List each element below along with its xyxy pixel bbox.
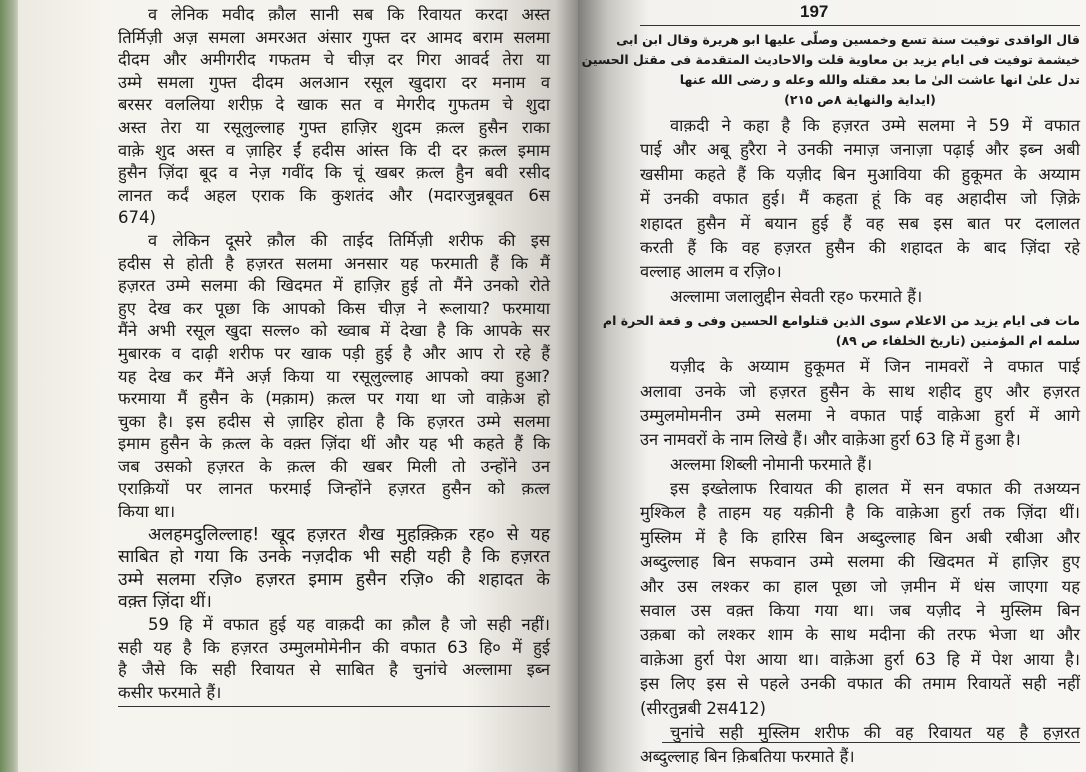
text-line: उन नामवरों के नाम लिखे हैं। और वाक़ेआ हुर्रा 63 हि में हुआ है। [640, 430, 1021, 450]
arabic-quote [602, 309, 1080, 355]
text-line: वाक़े शुद अस्त व ज़ाहिर ईं हदीस आंस्त कि दी दर क़त्ल इमाम [118, 140, 550, 160]
text-line: यज़ीद के अय्याम हुकूमत में जिन नामवरों ने वफात पाई [670, 357, 1080, 377]
text-line: एराक़ियों पर लानत फरमाई जिन्होंने हज़रत हुसैन को क़त्ल [118, 479, 550, 499]
text-line: और उस लश्कर का हाल पूछा जो ज़मीन में धंस जाएगा यह [640, 576, 1080, 596]
text-line: व लेकिन दूसरे क़ौल की ताईद तिर्मिज़ी शरीफ की इस [148, 230, 550, 250]
text-line: वाक़दी ने कहा है कि हज़रत उम्मे सलमा ने 59 में वफात [670, 116, 1080, 135]
text-line: करती हैं कि वह हज़रत हुसैन की शहादत के बाद ज़िंदा रहे [640, 237, 1080, 257]
text-line: उक़बा को लश्कर शाम के साथ मदीना की तरफ भेजा था और [640, 625, 1080, 645]
text-line: है जैसे कि सही रिवायत से साबित है चुनांचे अल्लामा इब्न [118, 660, 550, 680]
text-line: वाक़ेआ हुर्रा पेश आया था। वाक़ेआ हुर्रा 63 हि में पेश आया है। [640, 649, 1080, 669]
text-line: (सीरतुन्नबी 2स412) [640, 698, 766, 718]
right-page-text [581, 28, 1080, 770]
text-line: अलहमदुलिल्लाह! खूद हज़रत शैख मुहक़्क़िक़ रह० से यह [148, 524, 550, 545]
text-line: 674) [118, 208, 156, 228]
text-line: किया था। [118, 502, 176, 522]
arabic-citation: (ایدایة والنهایة ۸ص ۲۱۵) [784, 92, 936, 107]
right-page [578, 0, 1086, 772]
text-line: कसीर फरमाते हैं। [118, 682, 222, 702]
text-line: चुका है। इस हदीस से ज़ाहिर होता है कि हज़रत उम्मे सलमा [118, 411, 550, 431]
text-line: साबित हो गया कि उनके नज़दीक भी सही यही है कि हज़रत [118, 547, 550, 568]
text-line: मुस्लिम में है कि हारिस बिन अब्दुल्लाह बिन अबी रबीआ और [640, 527, 1080, 547]
arabic-quote [581, 28, 1080, 114]
text-line: इस लिए इस से पहले उनकी वफात की तमाम रिवायतें सही नहीं [640, 674, 1080, 694]
text-line: चुनांचे सही मुस्लिम शरीफ की वह रिवायत यह है हज़रत [670, 722, 1080, 742]
text-line: यह देख कर मैंने अर्ज़ किया या रसूलुल्लाह आपको क्या हुआ? [118, 366, 550, 386]
arabic-line: تدل علیٰ انها عاشت الیٰ ما بعد مقتله والله وعله و رضی الله عنها [679, 72, 1080, 87]
text-line: बरसर वललिया शरीफ़ दे खाक सत व मेगरीद गुफतम चे शुदा [118, 95, 550, 115]
arabic-line: خیشمة توفیت فی ایام یزید بن معاویة قلت والاحادیث المتقدمة فی مقتل الحسین [581, 52, 1080, 67]
text-line: अल्लामा जलालुद्दीन सेवती रह० फरमाते हैं। [670, 286, 923, 306]
text-line: उम्मे समला गुफ्त दीदम अलआन रसूल खुदारा दर मनाम व [118, 72, 550, 92]
text-line: हुसैन ज़िंदा बूद व नेज़ गवींद कि चूं खबर क़त्ल हुैन बवी रसीद [118, 163, 550, 183]
arabic-line: قال الواقدی توفیت سنة تسع وخمسین وصلّی علیها ابو هریرة وقال ابن ابی [616, 32, 1080, 47]
text-line: मैंने अभी रसूल खुदा सल्ल० को ख्वाब में देखा है कि आपके सर [118, 321, 550, 341]
right-page-bottom-rule [662, 742, 1080, 743]
text-line: व लेनिक मवीद क़ौल सानी सब कि रिवायत करदा अस्त [148, 5, 550, 24]
text-line: फरमाया मैं हुसैन के (मक़ाम) क़त्ल पर गया था जो वाक़ेअ हो [118, 389, 550, 409]
header-rule [640, 25, 1080, 26]
text-line: इस इख्तेलाफ रिवायत की हालत में सन वफात की तअय्यन [670, 479, 1080, 499]
text-line: इमाम हुसैन के क़त्ल के वक़्त ज़िंदा थीं और यह भी कहते हैं कि [118, 434, 550, 454]
left-page-text [118, 4, 550, 704]
text-line: 59 हि में वफात हुई यह वाक़दी का क़ौल है जो सही नहीं। [148, 615, 550, 635]
text-line: दीदम और अमीगरीद गफतम चे चीज़ दर गिरा आवर्द तेरा या [118, 50, 550, 70]
page-number: 197 [800, 2, 829, 21]
text-line: जब उसको हज़रत के क़त्ल की खबर मिली तो उन्होंने उन [118, 456, 550, 476]
text-line: अलावा उनके जो हज़रत हुसैन के साथ शहीद हुए और हज़रत [640, 381, 1080, 401]
text-line: मुबारक व दाढ़ी शरीफ पर खाक पड़ी हुई है और आप रो रहे हैं [118, 343, 550, 363]
text-line: हज़रत उम्मे सलमा की खिदमत में हाज़िर हुई तो मैंने उनको रोते [118, 276, 550, 296]
text-line: सही यह है कि हज़रत उम्मुलमोमेनीन की वफात 63 हि० में हुई [118, 637, 550, 657]
text-line: लानत कर्दं अहल एराक कि कुशतंद और (मदारजुन्नबूवत 6स [118, 185, 550, 205]
text-line: हदीस से होती है हज़रत सलमा अनसार यह फरमाती हैं कि मैं [118, 253, 550, 273]
text-line: वक़्त ज़िंदा थीं। [118, 592, 212, 613]
left-page [18, 0, 578, 772]
text-line: हुए देख कर पूछा कि आपको किस चीज़ ने रूलाया? फरमाया [118, 298, 550, 318]
text-line: अस्त तेरा या रसूलुल्लाह गुफ्त हाज़िर शुदम क़त्ल हुसैन राका [118, 117, 550, 137]
text-line: तिर्मिज़ी अज़ समला अमरअत अंसार गुफ्त दर आमद बराम सलमा [118, 27, 550, 47]
arabic-line: سلمه ام المؤمنین (تاریخ الخلفاء ص ۸۹) [835, 333, 1080, 349]
text-line: अल्लमा शिब्ली नोमानी फरमाते हैं। [670, 454, 873, 474]
text-line: मुश्किल है ताहम यह यक़ीनी है कि वाक़ेआ हुर्रा तक ज़िंदा थीं। [640, 503, 1080, 523]
text-line: अब्दुल्लाह बिन क़िबतिया फरमाते हैं। [640, 747, 855, 767]
text-line: सवाल उस वक़्त किया गया था। जब यज़ीद ने मुस्लिम बिन [640, 601, 1080, 621]
text-line: शहादत हुसैन में बयान हुई हैं वह सब इस बात पर दलालत [640, 213, 1080, 233]
text-line: पाई और अबू हुरैरा ने उनकी नमाज़ जनाज़ा पढ़ाई और इब्न अबी [640, 140, 1080, 160]
text-line: अब्दुल्लाह बिन सफवान उम्मे सलमा की खिदमत में हाज़िर हुए [640, 552, 1080, 572]
left-page-bottom-rule [118, 706, 550, 707]
text-line: खसीमा कहते हैं कि यज़ीद बिन मुआविया की हुकूमत के अय्याम [640, 164, 1080, 184]
text-line: में उनकी वफात हुई। मैं कहता हूं कि वह अहादीस जो ज़िक्रे [640, 189, 1080, 209]
arabic-line: مات فی ایام یزید من الاعلام سوی الذین قتلوامع الحسین وفی و قعة الحرة ام [602, 313, 1080, 329]
text-line: उम्मुलमोमनीन उम्मे सलमा ने वफात पाई वाक़ेआ हुर्रा में आगे [640, 405, 1080, 425]
text-line: उम्मे सलमा रज़ि० हज़रत इमाम हुसैन रज़ि० की शहादत के [118, 569, 550, 590]
text-line: वल्लाह आलम व रज़ि०। [640, 262, 782, 282]
